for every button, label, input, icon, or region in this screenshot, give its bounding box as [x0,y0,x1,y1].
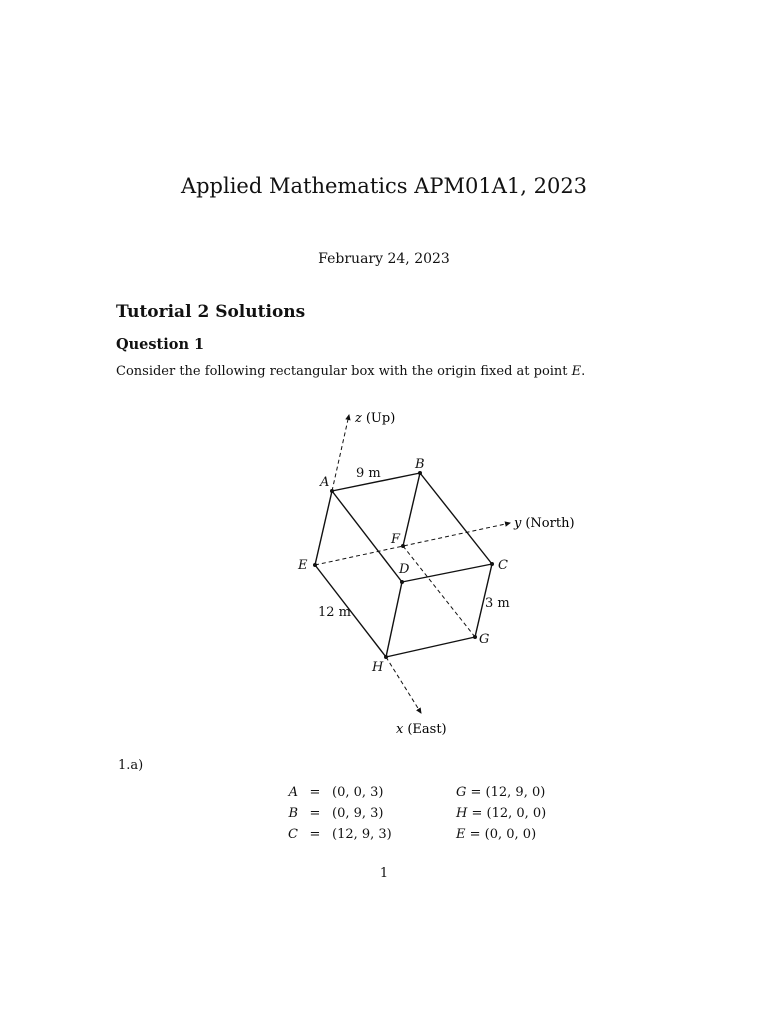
vertex-a [330,489,334,493]
label-d: D [399,562,410,577]
edge-hg [386,637,475,657]
z-axis-name: (Up) [365,411,396,426]
coord-rhs [456,803,546,824]
y-axis-name: (North) [525,516,575,531]
edge-dc [402,564,492,582]
coord-rhs-var: G [456,785,467,800]
x-axis [386,657,421,713]
z-axis [332,415,349,491]
coord-value: (12, 9, 3) [332,827,392,842]
edge-bc [420,473,492,564]
x-axis-label [396,722,447,737]
intro-text: Consider the following rectangular box with the origin fixed at point [116,364,572,379]
part-a-label: 1.a) [118,758,144,773]
y-axis-label [513,516,575,531]
coordinate-row [276,803,546,824]
vertex-e [313,563,317,567]
coord-value: (0, 9, 3) [332,806,384,821]
edge-bf [403,473,420,546]
z-axis-var: z [355,411,362,426]
coord-rhs-value: = (12, 9, 0) [466,785,546,800]
vertex-h [384,655,388,659]
page-number: 1 [379,866,389,881]
hidden-edge-fg [403,546,475,637]
coord-var: A [288,785,298,800]
document-title: Applied Mathematics APM01A1, 2023 [180,174,588,198]
vertex-c [490,562,494,566]
label-e: E [298,558,308,573]
vertex-f [401,544,405,548]
coord-rhs-value: = (0, 0, 0) [465,827,537,842]
vertex-g [473,635,477,639]
section-heading: Tutorial 2 Solutions [116,302,306,322]
y-axis-var: y [514,516,522,531]
coord-rhs-var: E [456,827,466,842]
label-h: H [372,660,384,675]
x-axis-var: x [396,722,404,737]
coord-rhs [456,782,546,803]
x-axis-name: (East) [407,722,447,737]
coordinate-row [276,782,546,803]
coordinate-row [276,824,546,845]
document-date: February 24, 2023 [318,251,450,267]
coord-value: (0, 0, 3) [332,785,384,800]
dimension-height: 3 m [485,596,510,611]
coord-equals: = [309,785,321,800]
coord-var: C [288,827,298,842]
dimension-width: 9 m [356,466,381,481]
coord-rhs [456,824,546,845]
edge-ae [315,491,332,565]
intro-end: . [581,364,586,379]
question-heading: Question 1 [116,336,205,353]
coord-equals: = [309,806,321,821]
intro-point: E [571,364,582,379]
edge-dh [386,582,402,657]
label-f: F [391,532,401,547]
label-b: B [415,457,425,472]
label-a: A [320,475,330,490]
coord-var: B [288,806,298,821]
coord-equals: = [309,827,321,842]
coord-rhs-value: = (12, 0, 0) [467,806,547,821]
vertex-d [400,580,404,584]
coord-rhs-var: H [456,806,468,821]
coordinates-table [276,782,546,845]
dimension-length: 12 m [318,605,352,620]
label-g: G [479,632,490,647]
label-c: C [498,558,508,573]
z-axis-label [354,411,395,426]
